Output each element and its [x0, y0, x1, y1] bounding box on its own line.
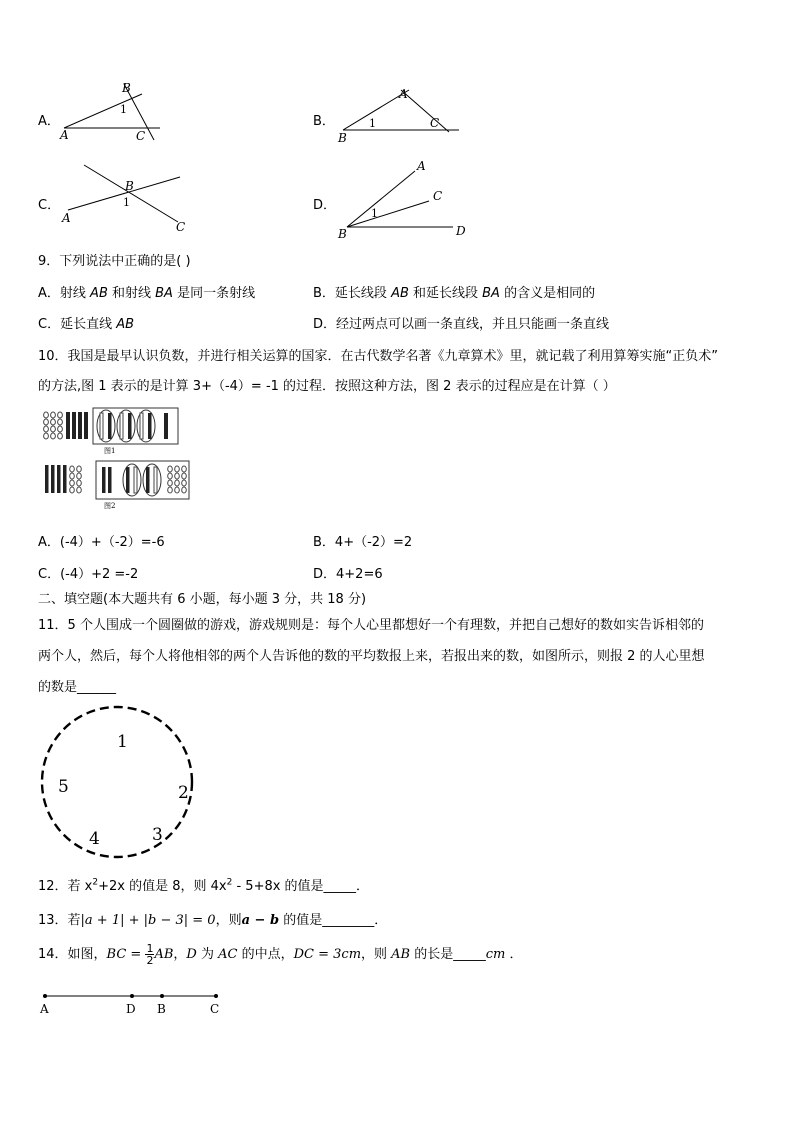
rods-3: [44, 412, 63, 439]
angle-figure-d: [333, 155, 478, 245]
text: 是同一条射线: [172, 286, 256, 301]
numerator: 1: [146, 942, 154, 955]
math-var: AC: [218, 947, 238, 962]
text: 延长直线: [60, 317, 117, 332]
point-a-label: A: [62, 211, 71, 225]
q11-line-3: 的数是______: [38, 680, 117, 695]
q9-option-c: [38, 313, 134, 332]
number-2-label: 2: [178, 783, 189, 803]
figure-1-caption: 图1: [104, 447, 116, 455]
option-label: C．: [38, 317, 61, 332]
unit: cm: [485, 947, 506, 962]
text: ，则: [215, 913, 242, 928]
option-label: B．: [313, 114, 335, 129]
section-heading: 二、填空题(本大题共有 6 小题，每小题 3 分，共 18 分): [38, 592, 367, 607]
text: 13．若: [38, 913, 81, 928]
point-a-label: A: [399, 87, 408, 101]
point-b-label: B: [157, 1002, 166, 1016]
point-b-label: B: [338, 131, 347, 145]
text: 的中点，: [237, 947, 294, 962]
text: 和延长线段: [408, 286, 483, 301]
q10-option-b: B．4+（-2）=2: [313, 535, 413, 550]
q10-option-a: A．(-4）+（-2）=-6: [38, 535, 165, 550]
text: 延长线段: [334, 286, 392, 301]
math-var: D: [186, 947, 197, 962]
option-label: C．: [38, 198, 61, 213]
math-var: AB: [391, 286, 409, 301]
text: 经过两点可以画一条直线，并且只能画一条直线: [336, 317, 610, 332]
angle-1-label: 1: [120, 103, 127, 116]
text: 和射线: [107, 286, 156, 301]
angle-1-label: 1: [123, 196, 130, 209]
text: 14．如图，: [38, 947, 107, 962]
q10-line-2: 的方法,图 1 表示的是计算 3+（-4）= -1 的过程．按照这种方法，图 2 表示的过程应是在计算（ ）: [38, 379, 616, 394]
math-expression: DC = 3cm: [293, 947, 362, 962]
point-a-label: A: [60, 128, 69, 142]
number-5-label: 5: [58, 777, 69, 797]
q9-option-d: [313, 313, 609, 332]
point-a-label: A: [40, 1002, 49, 1016]
math-var: AB: [90, 286, 108, 301]
text: 12．若 x: [38, 879, 93, 894]
exponent: 2: [92, 877, 99, 888]
math-var: AB: [116, 317, 135, 332]
text: 的值是________．: [279, 913, 388, 928]
math-var: AB: [391, 947, 411, 962]
math-var: BA: [482, 286, 500, 301]
q10-option-c: C．(-4）+2 =-2: [38, 567, 139, 582]
text: ．: [505, 947, 523, 962]
counting-rods-figure: [40, 405, 200, 515]
math-expression: |a + 1| + |b − 3| = 0: [80, 913, 216, 928]
text: 为: [196, 947, 219, 962]
point-b-label: B: [338, 227, 347, 241]
figure-1: [44, 408, 178, 455]
circle-figure: [38, 702, 200, 864]
option-label: D．: [313, 198, 337, 213]
option-label: A．: [38, 114, 60, 129]
point-c-label: C: [136, 129, 146, 143]
point-a-label: A: [417, 159, 426, 173]
q10-option-d: D．4+2=6: [313, 567, 383, 582]
point-c-label: C: [430, 116, 440, 130]
angle-figure-b: [333, 80, 468, 150]
number-1-label: 1: [117, 732, 128, 752]
point-b-label: B: [125, 179, 134, 193]
q9-option-b: [313, 282, 595, 301]
angle-figure-c: [58, 160, 188, 235]
text: +2x 的值是 8，则 4x: [98, 879, 227, 894]
angle-1-label: 1: [371, 207, 378, 220]
math-var: BA: [155, 286, 173, 301]
point-c-label: C: [176, 220, 186, 234]
text: 的长是_____: [410, 947, 486, 962]
angle-1-label: 1: [369, 117, 376, 130]
rods-negative: [45, 465, 67, 493]
option-label: D．: [313, 317, 337, 332]
exponent: 2: [226, 877, 233, 888]
figure-2-caption: 图2: [104, 502, 116, 510]
q13-text: [38, 909, 387, 928]
number-3-label: 3: [152, 825, 163, 845]
math-expression: a − b: [241, 913, 280, 928]
q10-line-1: 10．我国是最早认识负数，并进行相关运算的国家．在古代数学名著《九章算术》里，就记载了利用算筹实施“正负术”: [38, 349, 719, 364]
segment-figure: [36, 988, 236, 1018]
point-d-label: D: [126, 1002, 136, 1016]
text: 射线: [59, 286, 91, 301]
option-label: B．: [313, 286, 335, 301]
angle-figure-a: [58, 78, 168, 148]
point-b-label: B: [122, 81, 131, 95]
point-c-label: C: [433, 189, 443, 203]
math-var: AB: [154, 947, 174, 962]
q14-text: [38, 942, 523, 968]
q11-line-1: 11．5 个人围成一个圆圈做的游戏，游戏规则是：每个人心里都想好一个有理数，并把自己想好的数如实告诉相邻的: [38, 618, 704, 633]
figure-2: [45, 461, 189, 510]
text: ，则: [361, 947, 392, 962]
point-c-label: C: [210, 1002, 220, 1016]
q12-text: [38, 875, 369, 894]
text: 的含义是相同的: [499, 286, 596, 301]
rods-positive: [70, 466, 82, 493]
option-label: A．: [38, 286, 60, 301]
q9-stem: 9．下列说法中正确的是( ): [38, 254, 191, 269]
point-d-label: D: [456, 224, 466, 238]
q9-option-a: [38, 282, 255, 301]
text: - 5+8x 的值是_____．: [232, 879, 370, 894]
math-expression: BC =: [106, 947, 146, 962]
text: ，: [173, 947, 187, 962]
q11-line-2: 两个人，然后，每个人将他相邻的两个人告诉他的数的平均数报上来，若报出来的数，如图所示，则报 2 的人心里想: [38, 649, 705, 664]
denominator: 2: [146, 954, 154, 967]
rods-negative-4: [66, 412, 88, 439]
number-4-label: 4: [89, 829, 100, 849]
